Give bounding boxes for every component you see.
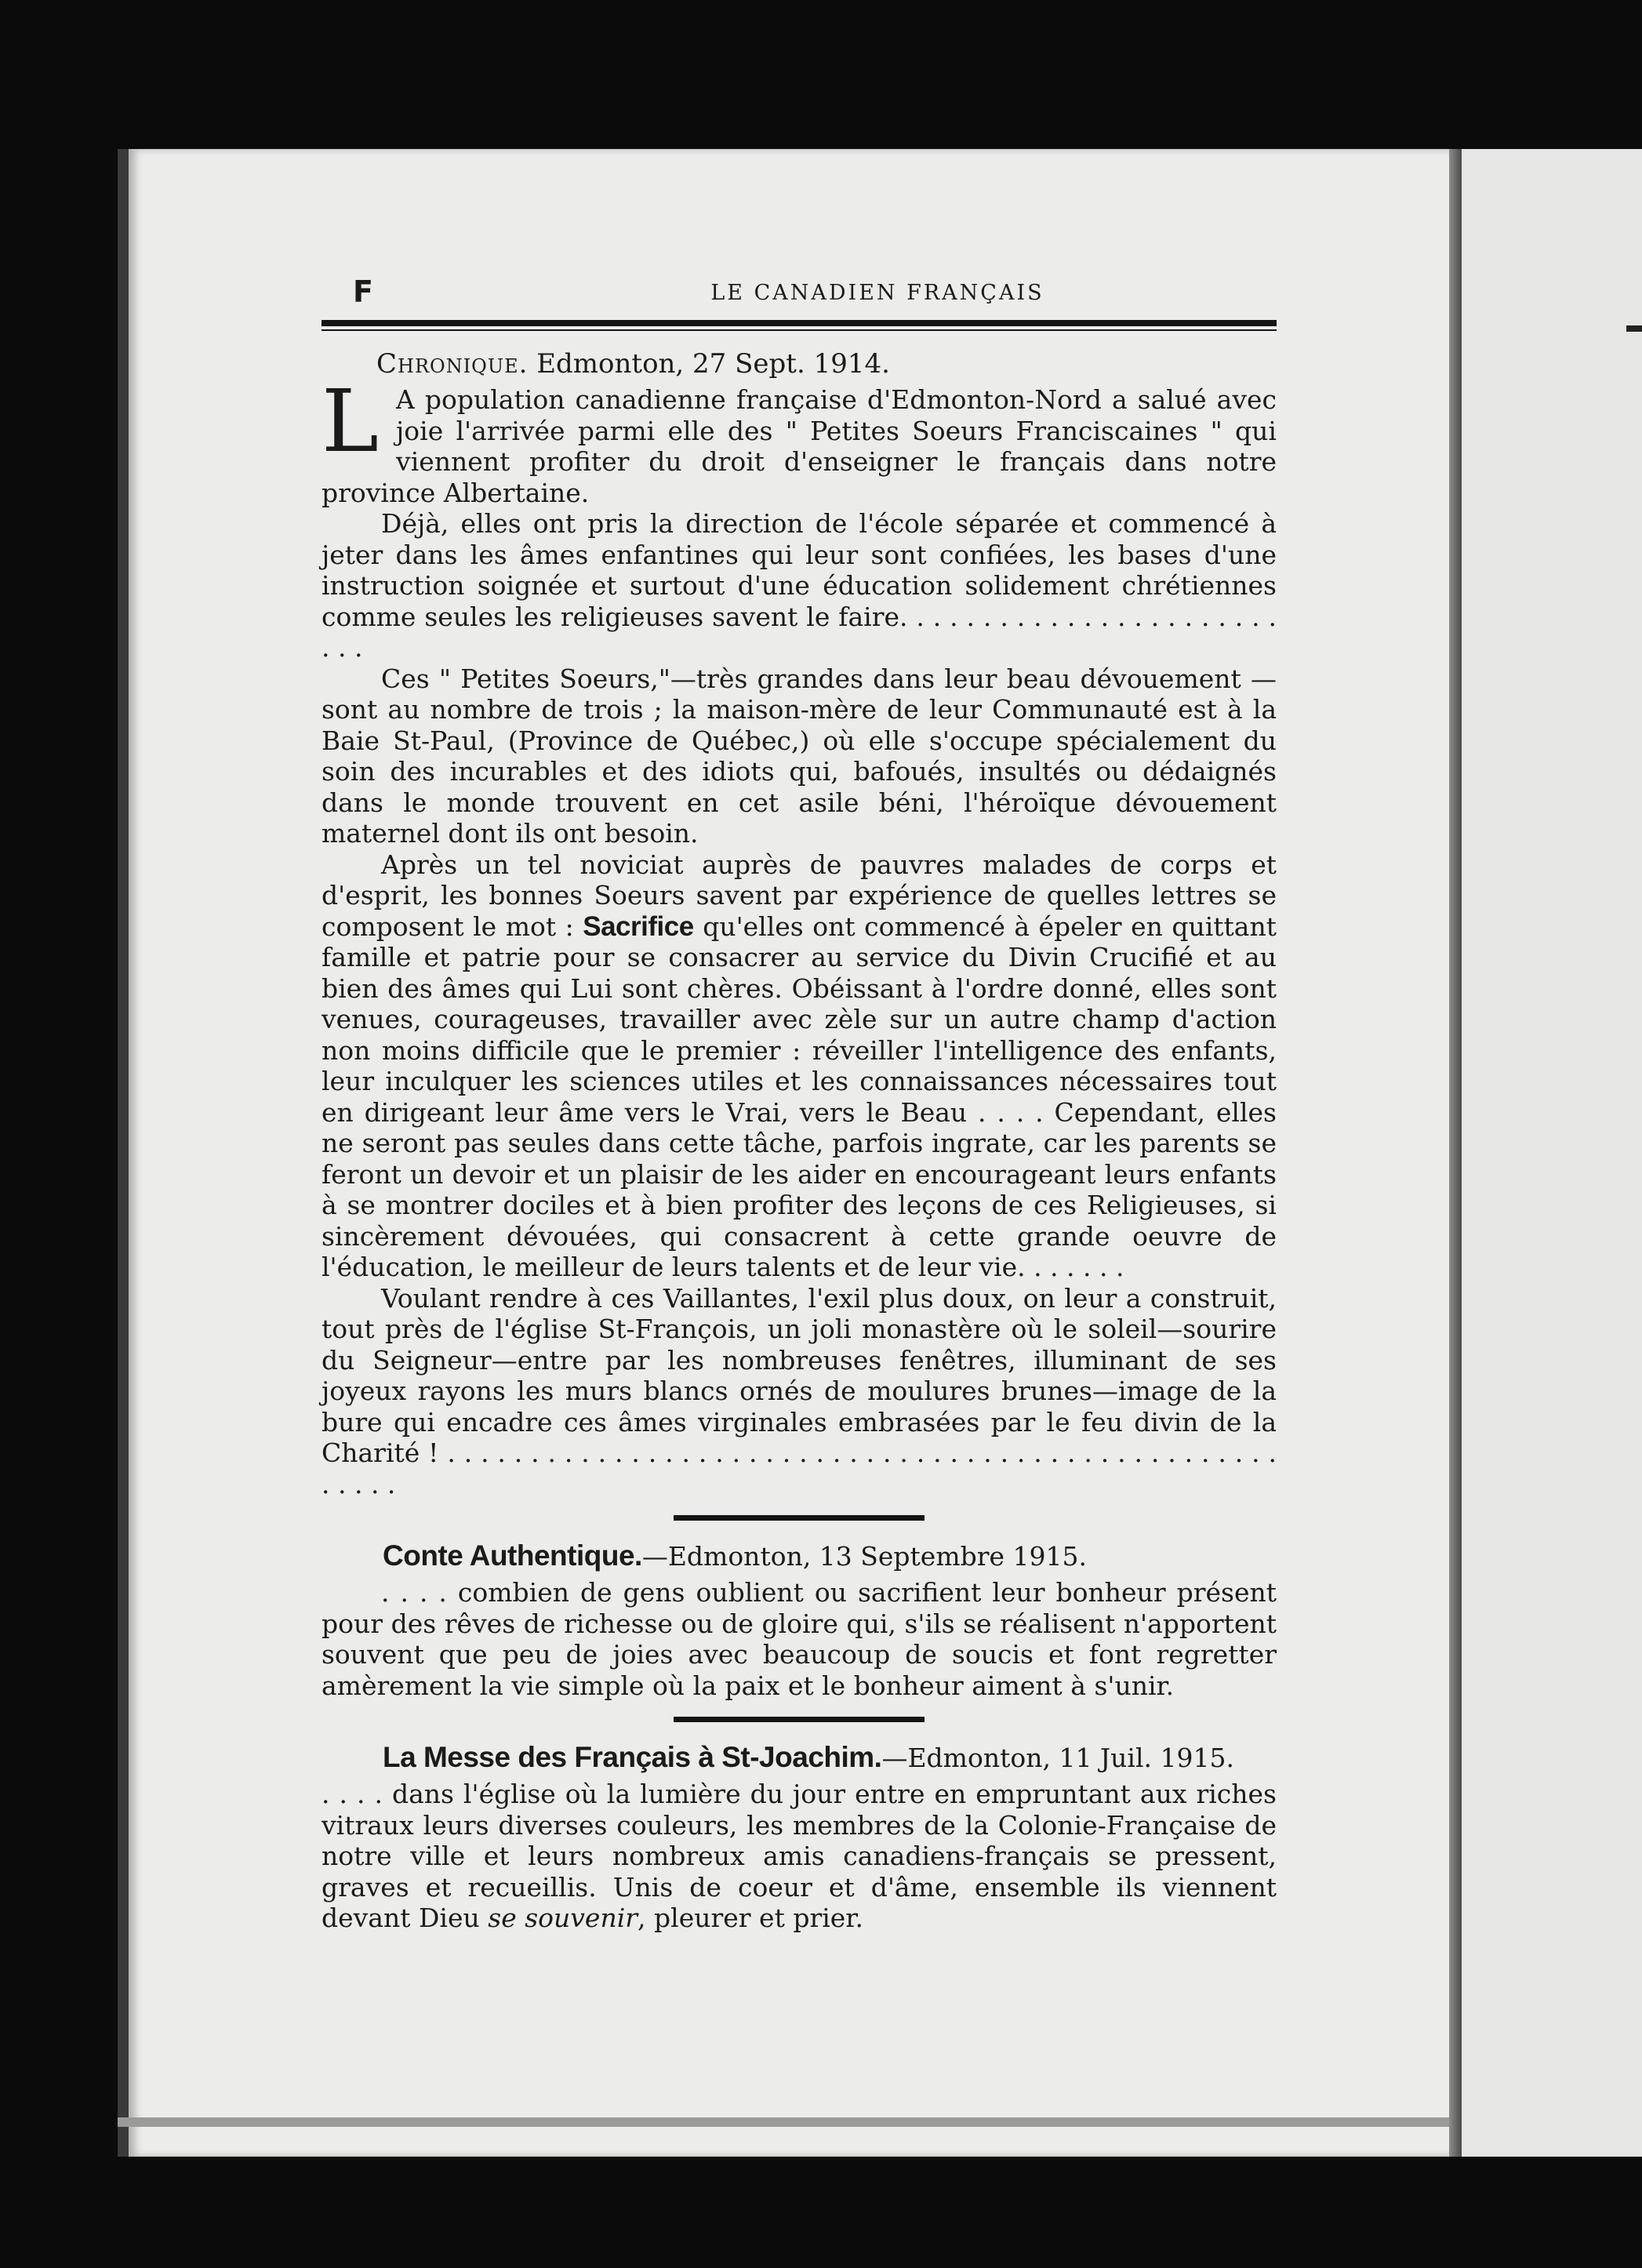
sacrifice-emphasis: Sacrifice [583, 910, 694, 942]
messe-heading [321, 1741, 1277, 1774]
chronique-paragraph-2: Déjà, elles ont pris la direction de l'école séparée et commencé à jeter dans les âmes enfantines qui leur sont confiées, les bases d'une instruction soignée et surtout d'une éducation solidement chrétiennes comme seules les religieuses savent le faire. . . . . . . . . . . . . . . . . . . . . . . . . . [321, 508, 1277, 663]
conte-title: Conte Authentique. [383, 1539, 642, 1572]
messe-paragraph [321, 1779, 1277, 1934]
drop-cap: L [321, 371, 380, 471]
messe-title: La Messe des Français à St-Joachim. [383, 1741, 882, 1773]
page-content [321, 267, 1277, 1934]
journal-title: LE CANADIEN FRANÇAIS [710, 281, 1044, 305]
conte-heading [321, 1539, 1277, 1572]
adjacent-page-fragment [1462, 149, 1642, 2157]
running-header [321, 267, 1277, 320]
adjacent-page-rule [1626, 325, 1642, 332]
chronique-label: Chronique. [376, 348, 529, 380]
chronique-date: Edmonton, 27 Sept. 1914. [528, 348, 890, 380]
chronique-paragraph-4 [321, 849, 1277, 1283]
header-rule-thin [321, 329, 1277, 331]
header-rule-thick [321, 320, 1277, 326]
chronique-paragraph-5: Voulant rendre à ces Vaillantes, l'exil plus doux, on leur a construit, tout près de l'église St-François, un joli monastère où le soleil—sourire du Seigneur—entre par les nombreuses fenêtres, illuminant de ses joyeux rayons les murs blancs ornés de moulures brunes—image de la bure qui encadre ces âmes virginales embrasées par le feu divin de la Charité ! . . . . . . . . . . . . . . . . . . . . . . . . . . . . . . . . . . . . . . . . . . . . . . . . . . . . . . . [321, 1282, 1277, 1499]
chronique-paragraph-1-text: A population canadienne française d'Edmonton-Nord a salué avec joie l'arrivée parmi elle des " Petites Soeurs Franciscaines " qui viennent profiter du droit d'enseigner le français dans notre province Albertaine. [321, 384, 1277, 508]
section-letter: F [353, 274, 373, 309]
chronique-paragraph-3: Ces " Petites Soeurs,"—très grandes dans leur beau dévouement —sont au nombre de trois ; la maison-mère de leur Communauté est à la Baie St-Paul, (Province de Québec,) où elle s'occupe spécialement du soin des incurables et des idiots qui, bafoués, insultés ou dédaignés dans le monde trouvent en cet asile béni, l'héroïque dévouement maternel dont ils ont besoin. [321, 663, 1277, 849]
book-gutter [1449, 149, 1462, 2157]
conte-paragraph: . . . . combien de gens oublient ou sacrifient leur bonheur présent pour des rêves de richesse ou de gloire qui, s'ils se réalisent n'apportent souvent que peu de joies avec beaucoup de soucis et font regretter amèrement la vie simple où la paix et le bonheur aiment à s'unir. [321, 1577, 1277, 1701]
messe-paragraph-end: , pleurer et prier. [638, 1903, 863, 1933]
messe-italic-phrase: se souvenir [488, 1903, 638, 1933]
section-divider-1 [674, 1515, 925, 1521]
page-bottom-edge [118, 2117, 1460, 2127]
conte-dateline: —Edmonton, 13 Septembre 1915. [641, 1541, 1088, 1572]
messe-dateline: —Edmonton, 11 Juil. 1915. [881, 1743, 1234, 1773]
chronique-paragraph-4-before: Après un tel noviciat auprès de pauvres malades de corps et d'esprit, les bonnes Soeurs savent par expérience de quelles lettres se composent le mot : [321, 849, 1277, 942]
messe-paragraph-text: . . . . dans l'église où la lumière du jour entre en empruntant aux riches vitraux leurs diverses couleurs, les membres de la Colonie-Française de notre ville et leurs nombreux amis canadiens-français se pressent, graves et recueillis. Unis de coeur et d'âme, ensemble ils viennent devant Dieu [321, 1779, 1277, 1933]
chronique-paragraph-4-after: qu'elles ont commencé à épeler en quittant famille et patrie pour se consacrer au service du Divin Crucifié et au bien des âmes qui Lui sont chères. Obéissant à l'ordre donné, elles sont venues, courageuses, travailler avec zèle sur un autre champ d'action non moins difficile que le premier : réveiller l'intelligence des enfants, leur inculquer les sciences utiles et les connaissances nécessaires tout en dirigeant leur âme vers le Vrai, vers le Beau . . . . Cependant, elles ne seront pas seules dans cette tâche, parfois ingrate, car les parents se feront un devoir et un plaisir de les aider en encourageant leurs enfants à se montrer dociles et à bien profiter des leçons de ces Religieuses, si sincèrement dévouées, qui consacrent à cette grande oeuvre de l'éducation, le meilleur de leurs talents et de leur vie. . . . . . . [321, 910, 1277, 1282]
chronique-paragraph-1 [321, 371, 1277, 508]
section-divider-2 [674, 1717, 925, 1722]
chronique-dateline [321, 348, 1277, 380]
